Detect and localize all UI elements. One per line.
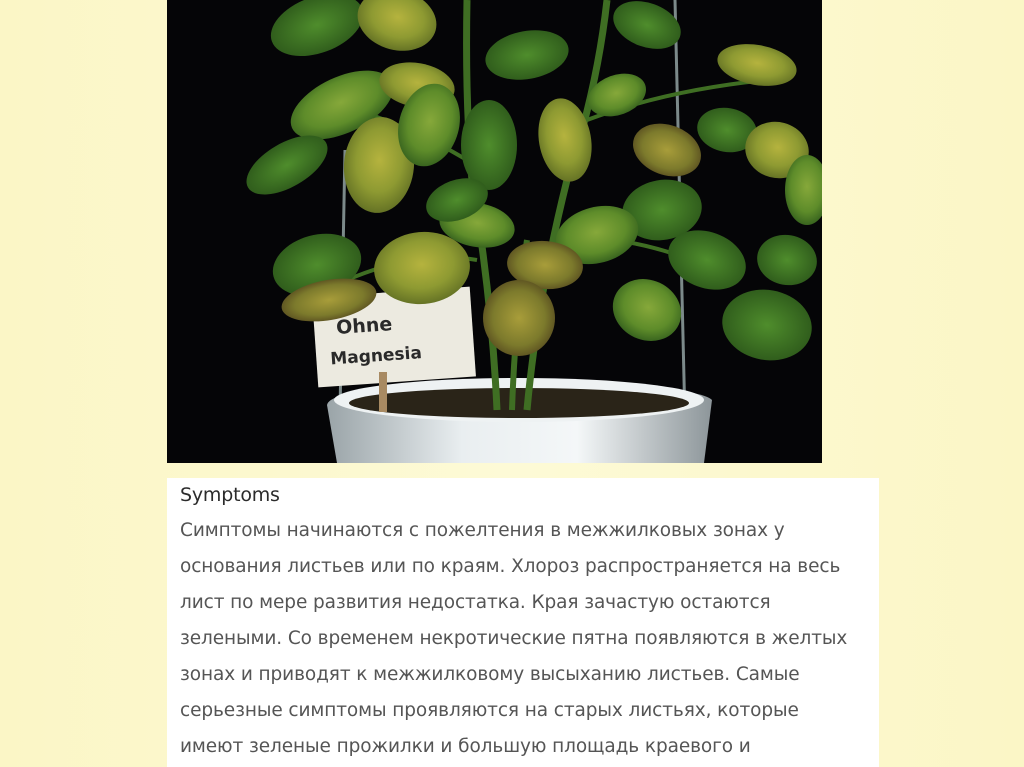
symptoms-line: зонах и приводят к межжилковому высыханию листьев. Самые (180, 664, 800, 685)
plant-photo (167, 0, 822, 463)
symptoms-line: лист по мере развития недостатка. Края зачастую остаются (180, 592, 771, 613)
symptoms-line: зелеными. Со временем некротические пятна появляются в желтых (180, 628, 848, 649)
symptoms-line: серьезные симптомы проявляются на старых листьях, которые (180, 700, 799, 721)
plant-leaves (237, 0, 822, 370)
label-line-2: Magnesia (329, 343, 423, 370)
label-line-1: Ohne (335, 313, 393, 339)
plant-illustration (167, 0, 822, 463)
symptoms-line: основания листьев или по краям. Хлороз распространяется на весь (180, 556, 841, 577)
symptoms-line: Симптомы начинаются с пожелтения в межжилковых зонах у (180, 520, 785, 541)
symptoms-heading: Symptoms (180, 484, 280, 506)
symptoms-line: имеют зеленые прожилки и большую площадь краевого и (180, 736, 751, 757)
symptoms-text-panel (167, 478, 879, 767)
